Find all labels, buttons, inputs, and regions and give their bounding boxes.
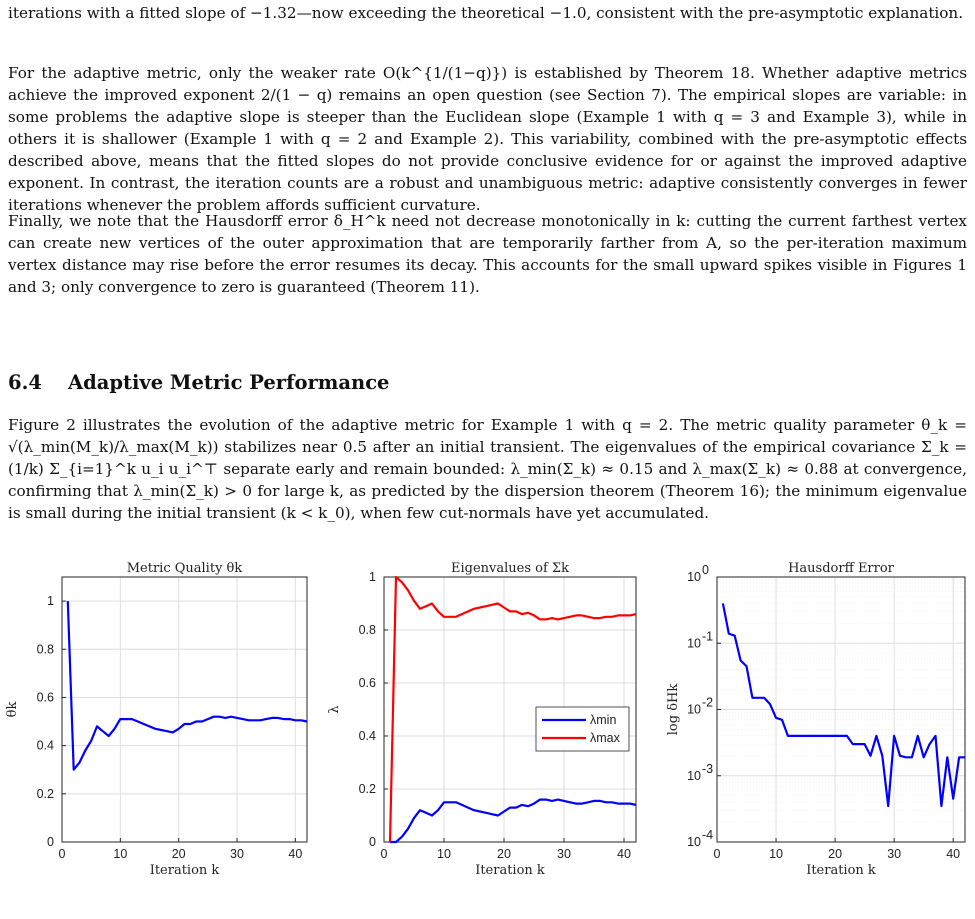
y-axis-label: λ (327, 705, 342, 714)
figure-2 (0, 560, 975, 915)
section-title: Adaptive Metric Performance (67, 371, 390, 394)
tick-label-y: 0 (47, 835, 54, 849)
tick-label-y: 0.2 (358, 782, 376, 796)
chart-title: Eigenvalues of Σk (451, 561, 569, 576)
paragraph-adaptive-rate (8, 62, 967, 216)
tick-label-y-exp: -4 (702, 828, 714, 842)
section-number: 6.4 (8, 371, 42, 394)
tick-label-x: 0 (380, 847, 388, 861)
chart-3 (666, 561, 965, 878)
x-axis-label: Iteration k (475, 863, 545, 878)
tick-label-y: 0.6 (358, 676, 376, 690)
y-axis-label: log δHk (666, 683, 681, 736)
tick-label-y: 1 (369, 570, 376, 584)
chart-title: Metric Quality θk (126, 561, 243, 576)
tick-label-x: 20 (497, 847, 511, 861)
tick-label-x: 30 (887, 847, 902, 861)
tick-label-y: 0.8 (358, 623, 376, 637)
tick-label-y: 10 (687, 835, 701, 849)
tick-label-y: 10 (687, 636, 701, 651)
paragraph-hausdorff-monotonic (8, 210, 967, 298)
tick-label-x: 40 (288, 847, 303, 861)
tick-label-y-exp: -1 (702, 629, 714, 644)
paragraph-intro-text: iterations with a fitted slope of −1.32—now exceeding the theoretical −1.0, consistent with the pre-asymptotic explanation. (8, 4, 964, 22)
tick-label-x: 20 (171, 847, 186, 861)
tick-label-y-exp: -3 (702, 761, 714, 776)
tick-label-x: 30 (557, 847, 571, 861)
tick-label-y: 0.4 (36, 738, 54, 753)
tick-label-x: 0 (58, 847, 66, 861)
legend-label: λmin (590, 713, 617, 727)
x-axis-label: Iteration k (806, 863, 876, 878)
chart-1 (5, 561, 307, 878)
y-axis-label: θk (5, 701, 20, 718)
legend (536, 707, 629, 751)
tick-label-x: 10 (769, 847, 784, 861)
tick-label-x: 40 (946, 847, 961, 861)
chart-title: Hausdorff Error (788, 561, 894, 576)
tick-label-x: 0 (713, 847, 721, 861)
section-heading (8, 371, 389, 394)
tick-label-y: 0.8 (36, 642, 54, 657)
paragraph-figure2 (8, 414, 967, 524)
plot-area (62, 577, 307, 842)
paragraph-adaptive-rate-text: For the adaptive metric, only the weaker rate O(k^{1/(1−q)}) is established by Theorem 18. Whether adaptive metrics achieve the improved exponent 2/(1 − q) remains an open question (see Section 7). The empirical slopes are variable: in some problems the adaptive slope is steeper than the Euclidean slope (Example 1 with q = 3 and Example 3), while in others it is shallower (Example 1 with q = 2 and Example 2). This variability, combined with the pre-asymptotic effects described above, means that the fitted slopes do not provide conclusive evidence for or against the improved adaptive exponent. In contrast, the iteration counts are a robust and unambiguous metric: adaptive consistently converges in fewer iterations whenever the problem affords sufficient curvature. (8, 64, 967, 214)
tick-label-y: 0.4 (358, 729, 376, 743)
tick-label-y: 10 (687, 768, 701, 783)
paragraph-hausdorff-text: Finally, we note that the Hausdorff error δ_H^k need not decrease monotonically in k: cutting the current farthest vertex can create new vertices of the outer approximation that are temporarily farther from A, so the per-iteration maximum vertex distance may rise before the error resumes its decay. This accounts for the small upward spikes visible in Figures 1 and 3; only convergence to zero is guaranteed (Theorem 11). (8, 212, 967, 296)
legend-label: λmax (590, 731, 620, 745)
chart-2 (327, 561, 636, 878)
tick-label-y: 0 (369, 835, 376, 849)
figure-2-svg (0, 560, 975, 915)
x-axis-label: Iteration k (149, 863, 220, 878)
tick-label-x: 30 (230, 847, 244, 861)
tick-label-y: 0.6 (36, 690, 54, 705)
tick-label-y: 10 (687, 702, 701, 717)
tick-label-y: 0.2 (36, 786, 54, 801)
tick-label-y: 1 (47, 594, 54, 609)
tick-label-x: 10 (113, 847, 128, 861)
tick-label-x: 10 (437, 847, 451, 861)
tick-label-x: 40 (617, 847, 631, 861)
paragraph-figure2-text: Figure 2 illustrates the evolution of the adaptive metric for Example 1 with q = 2. The metric quality parameter θ_k = √(λ_min(M_k)/λ_max(M_k)) stabilizes near 0.5 after an initial transient. The eigenvalues of the empirical covariance Σ_k = (1/k) Σ_{i=1}^k u_i u_i^⊤ separate early and remain bounded: λ_min(Σ_k) ≈ 0.15 and λ_max(Σ_k) ≈ 0.88 at convergence, confirming that λ_min(Σ_k) > 0 for large k, as predicted by the dispersion theorem (Theorem 16); the minimum eigenvalue is small during the initial transient (k < k_0), when few cut-normals have yet accumulated. (8, 416, 967, 522)
paragraph-intro (8, 2, 967, 24)
tick-label-y-exp: -2 (702, 695, 714, 710)
tick-label-y: 10 (687, 570, 701, 584)
tick-label-y-exp: 0 (702, 563, 709, 577)
tick-label-x: 20 (828, 847, 843, 861)
